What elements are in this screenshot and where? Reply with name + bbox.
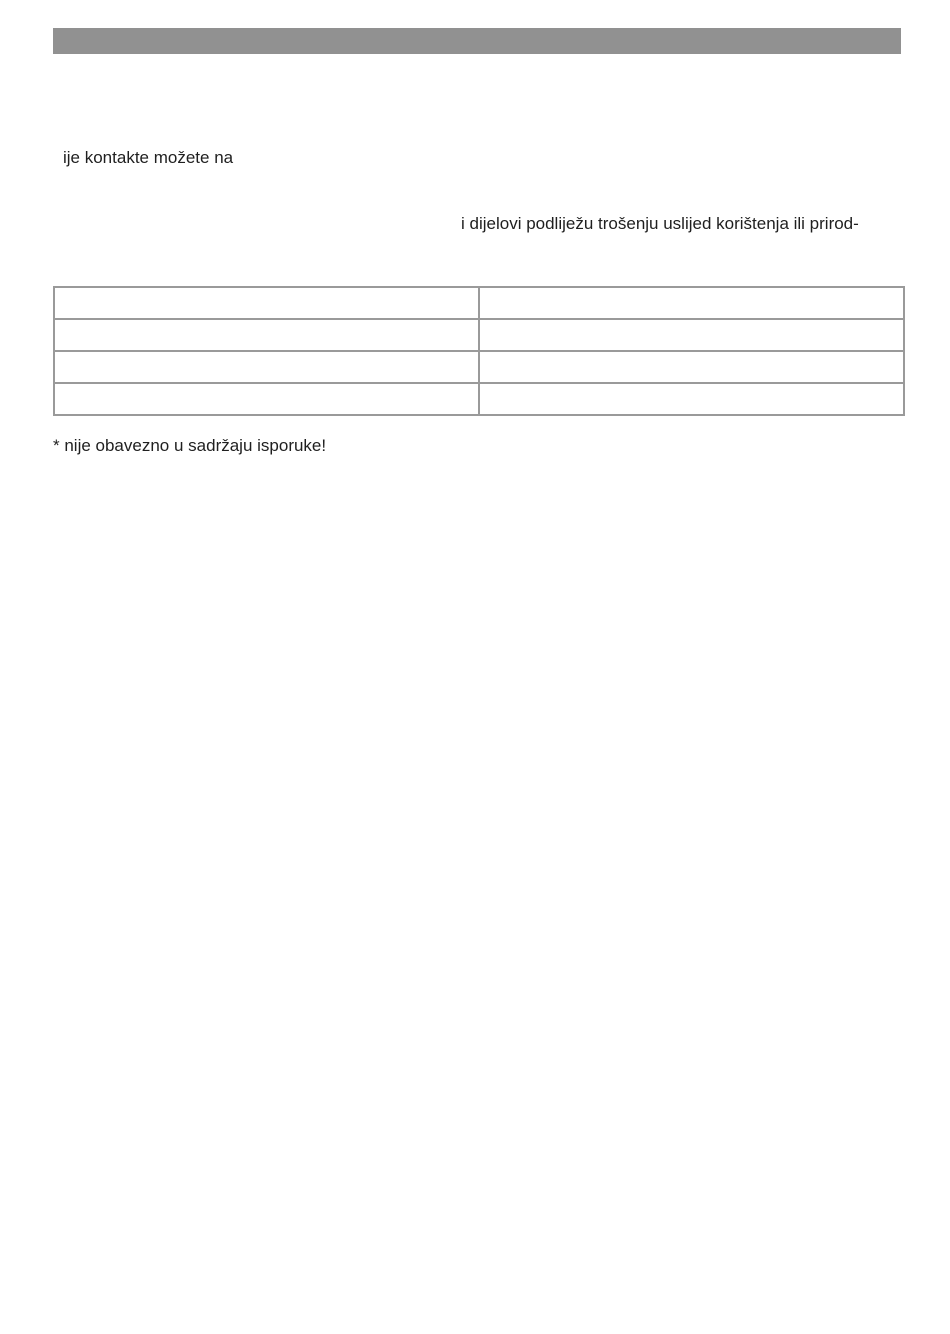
table-row — [54, 351, 904, 383]
contact-info-text: ije kontakte možete na — [63, 148, 234, 167]
delivery-footnote: * nije obavezno u sadržaju isporuke! — [53, 436, 327, 455]
table-cell — [479, 287, 904, 319]
table-cell — [479, 319, 904, 351]
wear-parts-table — [53, 286, 905, 416]
table-cell — [54, 351, 479, 383]
table-cell — [54, 287, 479, 319]
table-cell — [54, 319, 479, 351]
table-row — [54, 383, 904, 415]
table-cell — [479, 383, 904, 415]
table-row — [54, 287, 904, 319]
table-row — [54, 319, 904, 351]
table-cell — [54, 383, 479, 415]
section-header-bar — [53, 28, 901, 54]
wear-parts-text: i dijelovi podliježu trošenju uslijed korištenja ili prirod- — [461, 214, 859, 233]
table-cell — [479, 351, 904, 383]
